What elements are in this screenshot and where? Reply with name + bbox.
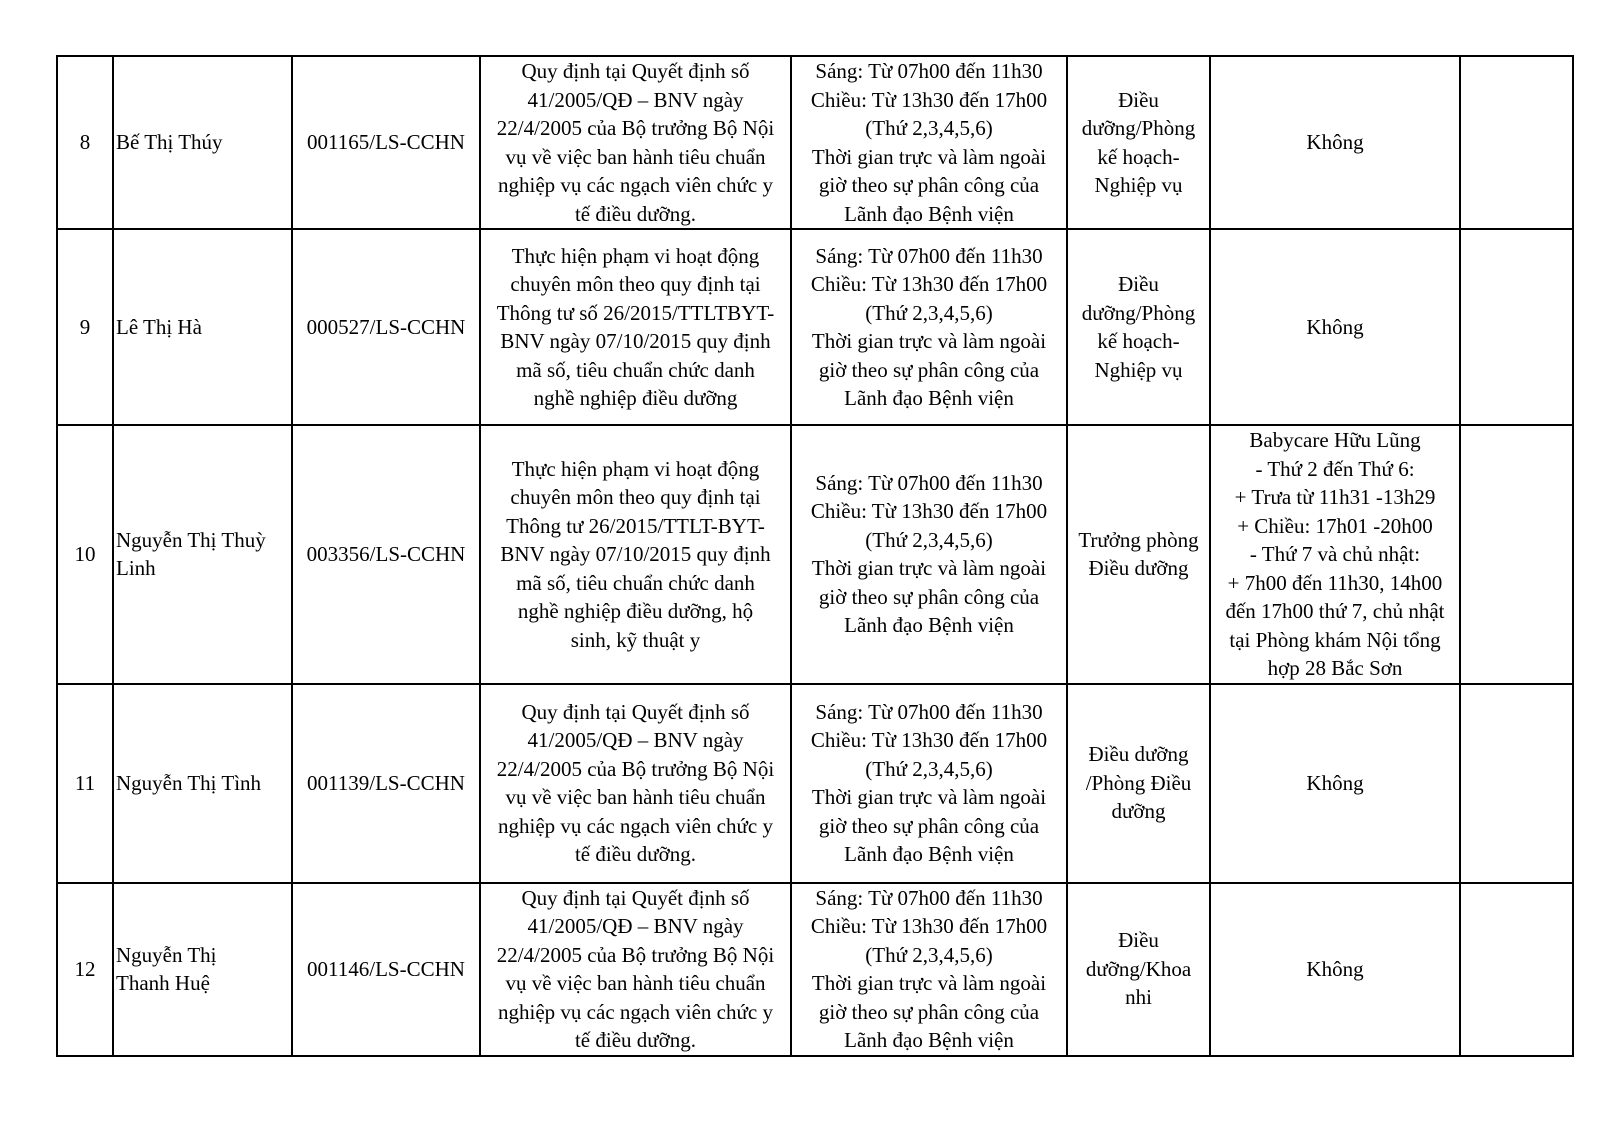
working-time-line: (Thứ 2,3,4,5,6) xyxy=(865,527,993,552)
scope-line: vụ về việc ban hành tiêu chuẩn xyxy=(505,785,766,809)
certificate-cell xyxy=(292,425,480,684)
working-time-line: Lãnh đạo Bệnh viện xyxy=(844,1028,1014,1052)
staff-name-line: Nguyễn Thị Thuỳ xyxy=(116,527,266,552)
working-time-line: Lãnh đạo Bệnh viện xyxy=(844,613,1014,638)
position-line: dưỡng/Khoa xyxy=(1085,956,1192,981)
staff-name-line: Nguyễn Thị xyxy=(116,942,217,967)
staff-name-line: Linh xyxy=(116,556,156,581)
working-time-line: (Thứ 2,3,4,5,6) xyxy=(865,116,993,140)
scope-line: 41/2005/QĐ – BNV ngày xyxy=(527,728,744,752)
working-time-line: giờ theo sự phân công của xyxy=(818,357,1040,382)
other-practice-line: Không xyxy=(1306,130,1364,155)
working-time-line: Chiều: Từ 13h30 đến 17h00 xyxy=(810,914,1048,938)
other-practice-line: hợp 28 Bắc Sơn xyxy=(1267,656,1403,680)
row-number: 8 xyxy=(79,130,91,155)
staff-table xyxy=(56,55,1574,1057)
working-time-line: (Thứ 2,3,4,5,6) xyxy=(865,756,993,781)
scope-line: 41/2005/QĐ – BNV ngày xyxy=(527,87,744,112)
scope-line: nghề nghiệp điều dưỡng xyxy=(533,386,738,410)
certificate-cell xyxy=(292,883,480,1056)
position-cell xyxy=(1067,883,1210,1056)
working-time-cell xyxy=(791,229,1067,425)
scope-line: chuyên môn theo quy định tại xyxy=(510,485,761,509)
scope-line: 22/4/2005 của Bộ trưởng Bộ Nội xyxy=(496,942,775,967)
working-time-line: giờ theo sự phân công của xyxy=(818,584,1040,609)
position-cell xyxy=(1067,229,1210,425)
row-number: 9 xyxy=(79,314,91,339)
scope-line: mã số, tiêu chuẩn chức danh xyxy=(516,357,755,382)
staff-name-cell xyxy=(113,56,292,229)
working-time-line: Lãnh đạo Bệnh viện xyxy=(844,842,1014,866)
working-time-line: Thời gian trực và làm ngoài xyxy=(811,785,1047,809)
certificate-number: 001165/LS-CCHN xyxy=(307,130,465,155)
scope-line: nghiệp vụ các ngạch viên chức y xyxy=(498,813,773,838)
scope-line: Quy định tại Quyết định số xyxy=(521,885,750,910)
position-line: Nghiệp vụ xyxy=(1094,357,1183,382)
other-practice-cell xyxy=(1210,684,1460,883)
working-time-line: Sáng: Từ 07h00 đến 11h30 xyxy=(815,243,1043,268)
other-practice-cell xyxy=(1210,425,1460,684)
note-cell xyxy=(1460,684,1573,883)
position-cell xyxy=(1067,684,1210,883)
certificate-cell xyxy=(292,56,480,229)
table-row xyxy=(57,56,1573,229)
scope-cell xyxy=(480,883,791,1056)
scope-line: chuyên môn theo quy định tại xyxy=(510,272,761,296)
other-practice-cell xyxy=(1210,229,1460,425)
working-time-line: Thời gian trực và làm ngoài xyxy=(811,144,1047,169)
scope-line: tế điều dưỡng. xyxy=(574,201,697,226)
table-row xyxy=(57,684,1573,883)
working-time-line: (Thứ 2,3,4,5,6) xyxy=(865,942,993,967)
working-time-line: giờ theo sự phân công của xyxy=(818,173,1040,197)
working-time-cell xyxy=(791,684,1067,883)
position-line: Điều xyxy=(1118,87,1159,112)
working-time-line: (Thứ 2,3,4,5,6) xyxy=(865,300,993,325)
position-cell xyxy=(1067,56,1210,229)
row-number-cell xyxy=(57,229,113,425)
certificate-number: 003356/LS-CCHN xyxy=(306,542,466,566)
other-practice-line: - Thứ 2 đến Thứ 6: xyxy=(1255,456,1415,481)
working-time-line: Chiều: Từ 13h30 đến 17h00 xyxy=(810,499,1048,524)
certificate-cell xyxy=(292,229,480,425)
table-row xyxy=(57,425,1573,684)
working-time-line: Lãnh đạo Bệnh viện xyxy=(844,201,1014,226)
scope-line: Thông tư số 26/2015/TTLTBYT- xyxy=(496,300,775,325)
row-number-cell xyxy=(57,56,113,229)
scope-line: Quy định tại Quyết định số xyxy=(521,699,750,724)
row-number: 11 xyxy=(74,770,96,795)
position-line: Trưởng phòng xyxy=(1078,527,1199,552)
position-line: Điều dưỡng xyxy=(1088,742,1189,767)
staff-name-line: Bế Thị Thúy xyxy=(116,130,223,155)
certificate-number: 001146/LS-CCHN xyxy=(307,956,465,981)
position-line: Điều dưỡng xyxy=(1088,556,1189,581)
scope-line: Thực hiện phạm vi hoạt động xyxy=(511,243,760,268)
other-practice-line: + Trưa từ 11h31 -13h29 xyxy=(1234,485,1436,509)
scope-cell xyxy=(480,425,791,684)
other-practice-line: đến 17h00 thứ 7, chủ nhật xyxy=(1225,599,1445,623)
staff-name-line: Nguyễn Thị Tình xyxy=(116,770,262,795)
scope-line: BNV ngày 07/10/2015 quy định xyxy=(500,329,771,353)
other-practice-line: Không xyxy=(1306,770,1364,795)
scope-line: Quy định tại Quyết định số xyxy=(521,59,750,83)
working-time-line: Thời gian trực và làm ngoài xyxy=(811,329,1047,353)
working-time-line: Chiều: Từ 13h30 đến 17h00 xyxy=(810,272,1048,296)
position-line: Điều xyxy=(1118,928,1159,953)
working-time-line: giờ theo sự phân công của xyxy=(818,813,1040,838)
working-time-line: Chiều: Từ 13h30 đến 17h00 xyxy=(810,87,1048,112)
row-number-cell xyxy=(57,425,113,684)
certificate-cell xyxy=(292,684,480,883)
working-time-line: Sáng: Từ 07h00 đến 11h30 xyxy=(815,59,1043,83)
scope-line: vụ về việc ban hành tiêu chuẩn xyxy=(505,971,766,995)
staff-name-line: Lê Thị Hà xyxy=(116,314,202,339)
other-practice-line: + Chiều: 17h01 -20h00 xyxy=(1237,513,1433,538)
table-body xyxy=(57,56,1573,1056)
other-practice-line: Không xyxy=(1306,314,1364,339)
position-line: kế hoạch- xyxy=(1097,144,1180,169)
position-line: Điều xyxy=(1118,272,1159,296)
note-cell xyxy=(1460,425,1573,684)
row-number-cell xyxy=(57,883,113,1056)
scope-line: 22/4/2005 của Bộ trưởng Bộ Nội xyxy=(496,116,775,140)
scope-line: tế điều dưỡng. xyxy=(574,1028,697,1052)
scope-line: 22/4/2005 của Bộ trưởng Bộ Nội xyxy=(496,756,775,781)
working-time-line: Thời gian trực và làm ngoài xyxy=(811,556,1047,581)
certificate-number: 001139/LS-CCHN xyxy=(307,770,465,795)
certificate-number: 000527/LS-CCHN xyxy=(306,314,466,339)
note-cell xyxy=(1460,883,1573,1056)
scope-line: Thông tư 26/2015/TTLT-BYT- xyxy=(506,513,765,538)
scope-line: mã số, tiêu chuẩn chức danh xyxy=(516,570,755,595)
scope-line: sinh, kỹ thuật y xyxy=(570,627,701,652)
position-line: dưỡng xyxy=(1111,799,1166,824)
other-practice-line: Không xyxy=(1306,956,1364,981)
other-practice-line: - Thứ 7 và chủ nhật: xyxy=(1249,542,1421,566)
scope-cell xyxy=(480,229,791,425)
position-cell xyxy=(1067,425,1210,684)
working-time-cell xyxy=(791,425,1067,684)
working-time-line: Thời gian trực và làm ngoài xyxy=(811,971,1047,995)
other-practice-line: tại Phòng khám Nội tổng xyxy=(1229,627,1441,652)
working-time-line: Sáng: Từ 07h00 đến 11h30 xyxy=(815,885,1043,910)
working-time-line: giờ theo sự phân công của xyxy=(818,999,1040,1024)
staff-name-line: Thanh Huệ xyxy=(116,971,210,995)
staff-name-cell xyxy=(113,883,292,1056)
position-line: /Phòng Điều xyxy=(1085,770,1192,795)
scope-line: 41/2005/QĐ – BNV ngày xyxy=(527,914,744,938)
position-line: nhi xyxy=(1125,985,1152,1010)
position-line: kế hoạch- xyxy=(1097,329,1180,353)
staff-name-cell xyxy=(113,229,292,425)
scope-line: BNV ngày 07/10/2015 quy định xyxy=(500,542,771,566)
position-line: dưỡng/Phòng xyxy=(1081,116,1196,140)
position-line: dưỡng/Phòng xyxy=(1081,300,1196,325)
other-practice-cell xyxy=(1210,56,1460,229)
other-practice-line: Babycare Hữu Lũng xyxy=(1249,428,1421,452)
row-number-cell xyxy=(57,684,113,883)
table-row xyxy=(57,229,1573,425)
scope-line: vụ về việc ban hành tiêu chuẩn xyxy=(505,144,766,169)
row-number: 10 xyxy=(74,542,96,566)
scope-line: nghiệp vụ các ngạch viên chức y xyxy=(498,999,773,1024)
other-practice-line: + 7h00 đến 11h30, 14h00 xyxy=(1227,570,1443,595)
scope-line: nghề nghiệp điều dưỡng, hộ xyxy=(517,599,754,623)
row-number: 12 xyxy=(74,956,96,981)
scope-cell xyxy=(480,684,791,883)
working-time-cell xyxy=(791,56,1067,229)
staff-name-cell xyxy=(113,425,292,684)
scope-cell xyxy=(480,56,791,229)
working-time-line: Sáng: Từ 07h00 đến 11h30 xyxy=(815,470,1043,495)
scope-line: tế điều dưỡng. xyxy=(574,842,697,866)
table-row xyxy=(57,883,1573,1056)
working-time-line: Sáng: Từ 07h00 đến 11h30 xyxy=(815,699,1043,724)
scope-line: Thực hiện phạm vi hoạt động xyxy=(511,456,760,481)
working-time-line: Lãnh đạo Bệnh viện xyxy=(844,386,1014,410)
staff-name-cell xyxy=(113,684,292,883)
scope-line: nghiệp vụ các ngạch viên chức y xyxy=(498,173,773,197)
other-practice-cell xyxy=(1210,883,1460,1056)
position-line: Nghiệp vụ xyxy=(1094,173,1183,197)
note-cell xyxy=(1460,56,1573,229)
note-cell xyxy=(1460,229,1573,425)
working-time-cell xyxy=(791,883,1067,1056)
working-time-line: Chiều: Từ 13h30 đến 17h00 xyxy=(810,728,1048,752)
